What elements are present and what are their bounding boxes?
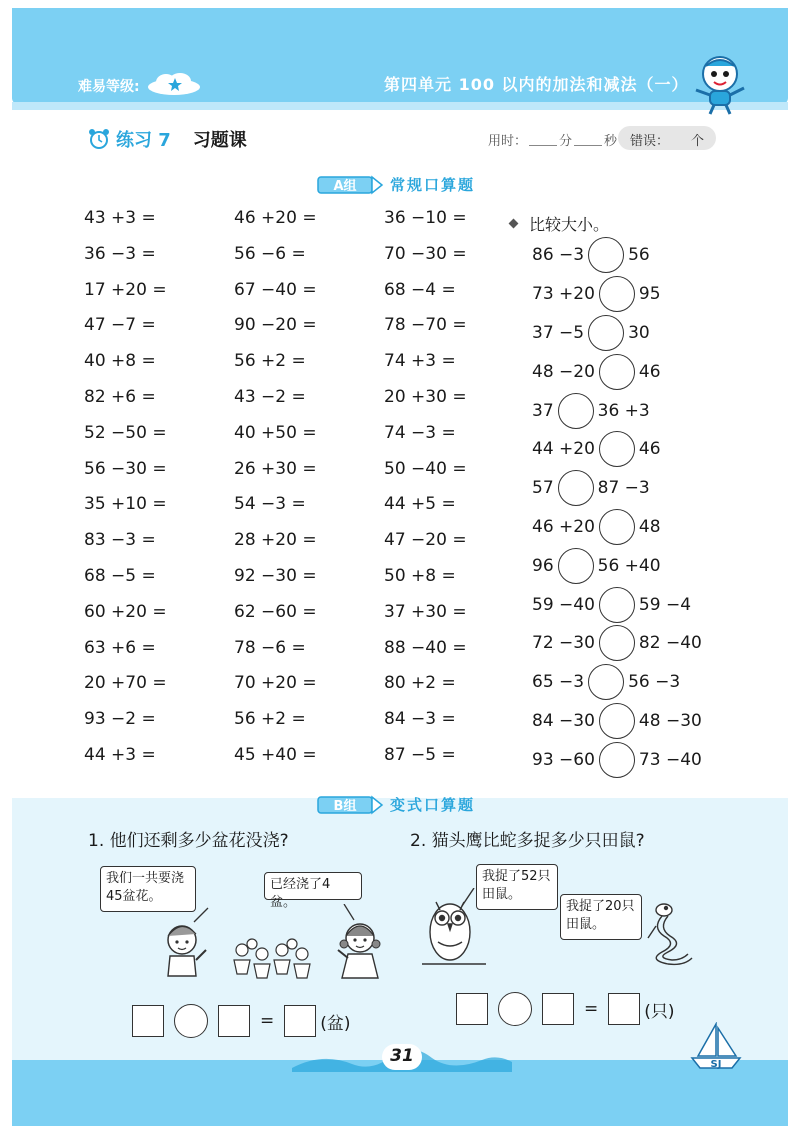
- compare-title: 比较大小。: [529, 215, 610, 234]
- compare-left: 86 −3: [532, 245, 585, 266]
- compare-right: 95: [638, 284, 661, 305]
- compare-item: [532, 624, 702, 663]
- compare-left: 73 +20: [532, 284, 595, 305]
- flower-pots-icon: [234, 939, 310, 978]
- compare-circle[interactable]: [558, 548, 594, 584]
- compare-circle[interactable]: [588, 237, 624, 273]
- compare-circle[interactable]: [599, 509, 635, 545]
- arithmetic-item: 80 +2 =: [384, 673, 456, 694]
- unit-title: 第四单元 100 以内的加法和减法（一）: [384, 75, 689, 94]
- answer-box[interactable]: [542, 993, 574, 1025]
- arithmetic-item: 44 +3 =: [84, 744, 156, 765]
- compare-list: [532, 236, 702, 779]
- arithmetic-item: 54 −3 =: [234, 494, 306, 515]
- unit-label: (只): [644, 1001, 675, 1022]
- arithmetic-item: 68 −4 =: [384, 279, 456, 300]
- speech-bubble-owl: 我捉了52只田鼠。: [476, 864, 558, 910]
- compare-left: 44 +20: [532, 439, 595, 460]
- arithmetic-item: 87 −5 =: [384, 744, 456, 765]
- compare-circle[interactable]: [599, 703, 635, 739]
- compare-circle[interactable]: [558, 393, 594, 429]
- arithmetic-item: 67 −40 =: [234, 279, 317, 300]
- boy-icon: [168, 908, 208, 976]
- compare-right: 87 −3: [597, 478, 650, 499]
- arithmetic-item: 68 −5 =: [84, 565, 156, 586]
- compare-right: 82 −40: [638, 633, 702, 654]
- errors-box: [618, 126, 716, 150]
- arithmetic-item: 63 +6 =: [84, 637, 156, 658]
- compare-item: [532, 740, 702, 779]
- owl-snake-illustration: [416, 888, 716, 968]
- minutes-blank[interactable]: [529, 134, 557, 146]
- arithmetic-item: 56 +2 =: [234, 351, 306, 372]
- compare-circle[interactable]: [599, 431, 635, 467]
- difficulty-label: 难易等级:: [78, 79, 140, 95]
- cloud-star-icon: [146, 72, 202, 96]
- errors-unit: 个: [690, 134, 704, 149]
- workbook-page: [12, 8, 788, 1126]
- compare-right: 46: [638, 439, 661, 460]
- compare-left: 37: [532, 400, 554, 421]
- logo-text: SJ: [710, 1059, 722, 1070]
- arithmetic-item: 50 +8 =: [384, 565, 456, 586]
- answer-box[interactable]: [132, 1005, 164, 1037]
- equals-sign: =: [584, 999, 599, 1019]
- compare-circle[interactable]: [599, 587, 635, 623]
- answer-box[interactable]: [218, 1005, 250, 1037]
- result-box[interactable]: [608, 993, 640, 1025]
- lesson-name: 习题课: [192, 130, 247, 151]
- diamond-bullet-icon: [509, 219, 519, 229]
- compare-left: 59 −40: [532, 594, 595, 615]
- speech-bubble-boy: 我们一共要浇45盆花。: [100, 866, 196, 912]
- mascot-icon: [684, 52, 754, 116]
- compare-circle[interactable]: [599, 742, 635, 778]
- arithmetic-item: 40 +50 =: [234, 422, 317, 443]
- arithmetic-item: 36 −3 =: [84, 243, 156, 264]
- arithmetic-column-1: [84, 208, 167, 781]
- compare-circle[interactable]: [599, 625, 635, 661]
- compare-left: 93 −60: [532, 749, 595, 770]
- arithmetic-item: 78 −70 =: [384, 315, 467, 336]
- arithmetic-item: 62 −60 =: [234, 601, 317, 622]
- alarm-clock-icon: [88, 128, 110, 150]
- group-b-banner: [316, 794, 475, 815]
- page-number: 31: [382, 1044, 422, 1070]
- arithmetic-item: 56 −30 =: [84, 458, 167, 479]
- arithmetic-item: 26 +30 =: [234, 458, 317, 479]
- compare-right: 48 −30: [638, 710, 702, 731]
- compare-item: [532, 585, 702, 624]
- equals-sign: =: [260, 1011, 275, 1031]
- girl-icon: [338, 904, 380, 978]
- arithmetic-item: 44 +5 =: [384, 494, 456, 515]
- minutes-unit: 分: [559, 134, 573, 149]
- time-label: 用时：: [488, 134, 528, 149]
- arithmetic-item: 74 −3 =: [384, 422, 456, 443]
- arithmetic-item: 43 −2 =: [234, 386, 306, 407]
- compare-right: 56 +40: [597, 555, 661, 576]
- seconds-unit: 秒: [604, 134, 618, 149]
- arithmetic-item: 40 +8 =: [84, 351, 156, 372]
- flowers-illustration: [148, 904, 388, 984]
- compare-circle[interactable]: [599, 354, 635, 390]
- snake-icon: [648, 904, 692, 964]
- compare-item: [532, 314, 702, 353]
- seconds-blank[interactable]: [574, 134, 602, 146]
- arithmetic-item: 88 −40 =: [384, 637, 467, 658]
- compare-right: 36 +3: [597, 400, 650, 421]
- compare-circle[interactable]: [599, 276, 635, 312]
- equation-2: [456, 992, 675, 1026]
- operator-circle[interactable]: [174, 1004, 208, 1038]
- arithmetic-item: 83 −3 =: [84, 530, 156, 551]
- compare-right: 48: [638, 516, 661, 537]
- compare-circle[interactable]: [558, 470, 594, 506]
- lesson-number: 练习 7: [116, 130, 171, 151]
- group-a-banner: [316, 174, 475, 195]
- arithmetic-item: 17 +20 =: [84, 279, 167, 300]
- arithmetic-item: 36 −10 =: [384, 208, 467, 228]
- arithmetic-item: 35 +10 =: [84, 494, 167, 515]
- arithmetic-item: 74 +3 =: [384, 351, 456, 372]
- arithmetic-item: 37 +30 =: [384, 601, 467, 622]
- compare-left: 37 −5: [532, 322, 585, 343]
- arithmetic-item: 82 +6 =: [84, 386, 156, 407]
- compare-item: [532, 275, 702, 314]
- arithmetic-item: 90 −20 =: [234, 315, 317, 336]
- unit-label: (盆): [320, 1013, 351, 1034]
- arithmetic-item: 28 +20 =: [234, 530, 317, 551]
- group-b-badge: B组: [333, 798, 357, 814]
- compare-item: [532, 430, 702, 469]
- arithmetic-item: 84 −3 =: [384, 709, 456, 730]
- compare-item: [532, 469, 702, 508]
- compare-circle[interactable]: [588, 315, 624, 351]
- arithmetic-item: 43 +3 =: [84, 208, 156, 228]
- arithmetic-item: 70 −30 =: [384, 243, 467, 264]
- compare-right: 56: [628, 245, 650, 266]
- compare-item: [532, 663, 702, 702]
- arithmetic-item: 56 −6 =: [234, 243, 306, 264]
- question-1: 1. 他们还剩多少盆花没浇?: [88, 831, 289, 851]
- arithmetic-item: 60 +20 =: [84, 601, 167, 622]
- compare-item: [532, 508, 702, 547]
- compare-left: 84 −30: [532, 710, 595, 731]
- question-2: 2. 猫头鹰比蛇多捉多少只田鼠?: [410, 831, 645, 851]
- compare-right: 30: [628, 322, 650, 343]
- arithmetic-item: 93 −2 =: [84, 709, 156, 730]
- compare-left: 46 +20: [532, 516, 595, 537]
- arithmetic-item: 70 +20 =: [234, 673, 317, 694]
- arithmetic-item: 50 −40 =: [384, 458, 467, 479]
- compare-item: [532, 702, 702, 741]
- equation-1: [132, 1004, 351, 1038]
- arithmetic-item: 92 −30 =: [234, 565, 317, 586]
- group-a-badge: A组: [333, 178, 357, 194]
- compare-left: 57: [532, 478, 554, 499]
- arithmetic-item: 56 +2 =: [234, 709, 306, 730]
- compare-right: 56 −3: [628, 672, 681, 693]
- sailboat-logo-icon: [688, 1022, 744, 1074]
- owl-icon: [422, 888, 486, 964]
- group-b-caption: 变式口算题: [390, 796, 476, 814]
- speech-bubble-girl: 已经浇了4盆。: [264, 872, 362, 900]
- compare-circle[interactable]: [588, 664, 624, 700]
- compare-right: 59 −4: [638, 594, 692, 615]
- compare-left: 48 −20: [532, 361, 595, 382]
- arithmetic-item: 78 −6 =: [234, 637, 306, 658]
- arithmetic-column-2: [234, 208, 317, 781]
- compare-right: 73 −40: [638, 749, 702, 770]
- speech-bubble-snake: 我捉了20只田鼠。: [560, 894, 642, 940]
- arithmetic-item: 45 +40 =: [234, 744, 317, 765]
- arithmetic-item: 20 +70 =: [84, 673, 167, 694]
- compare-right: 46: [638, 361, 661, 382]
- errors-label: 错误：: [630, 134, 670, 149]
- time-spent: [488, 130, 617, 149]
- compare-item: [532, 236, 702, 275]
- compare-item: [532, 391, 702, 430]
- group-a-caption: 常规口算题: [390, 176, 476, 194]
- arithmetic-item: 47 −20 =: [384, 530, 467, 551]
- arithmetic-item: 52 −50 =: [84, 422, 167, 443]
- pencil-badge-icon: [316, 795, 384, 815]
- result-box[interactable]: [284, 1005, 316, 1037]
- compare-item: [532, 352, 702, 391]
- arithmetic-item: 20 +30 =: [384, 386, 467, 407]
- arithmetic-item: 47 −7 =: [84, 315, 156, 336]
- arithmetic-item: 46 +20 =: [234, 208, 317, 228]
- arithmetic-column-3: [384, 208, 467, 781]
- compare-left: 65 −3: [532, 672, 585, 693]
- lesson-title-row: [88, 124, 247, 154]
- compare-item: [532, 546, 702, 585]
- operator-circle[interactable]: [498, 992, 532, 1026]
- pencil-badge-icon: [316, 175, 384, 195]
- compare-left: 72 −30: [532, 633, 595, 654]
- compare-heading: [510, 212, 609, 235]
- answer-box[interactable]: [456, 993, 488, 1025]
- compare-left: 96: [532, 555, 554, 576]
